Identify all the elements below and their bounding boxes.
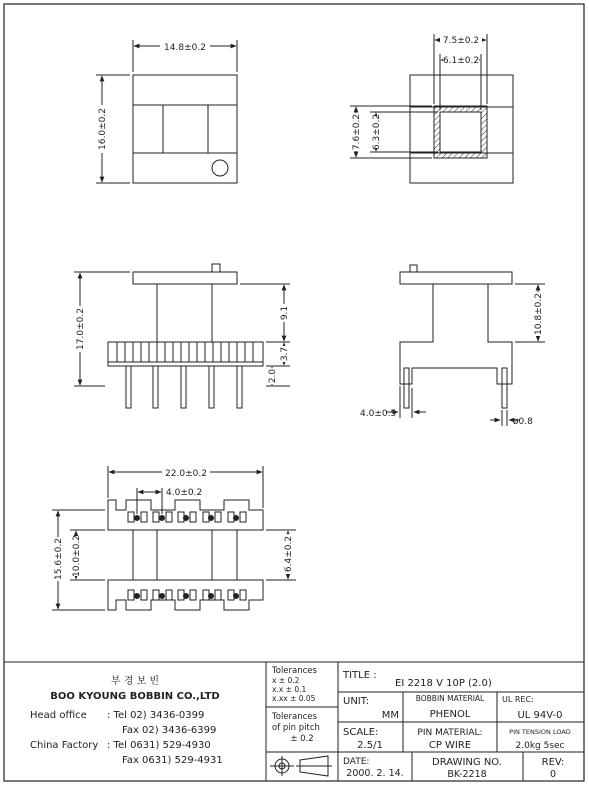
top-view-outline [133,75,237,183]
head-office-fax: Fax 02) 3436-6399 [122,725,217,736]
dim-pin-offset: 4.0±0.5 [360,409,397,419]
drawing-no-label: DRAWING NO. [432,757,502,768]
tolerance-row-3: x.xx ± 0.05 [272,694,316,703]
china-factory-fax: Fax 0631) 529-4931 [122,755,223,766]
drawing-no-value: BK-2218 [447,769,487,780]
bobbin-material-label: BOBBIN MATERIAL [415,694,485,703]
unit-label: UNIT: [343,696,370,707]
sheet-border [4,4,584,781]
side-view [74,264,290,408]
dim-top-width: 14.8±0.2 [164,43,206,53]
end-view [350,34,513,183]
dim-side-flange-gap: 9.1 [280,305,290,321]
dim-end-inner-height: 6.3±0.2 [372,113,382,151]
dim-pin-pitch: 4.0±0.2 [166,488,203,498]
title-value: EI 2218 V 10P (2.0) [395,678,492,689]
tolerance-row-1: x ± 0.2 [272,676,300,685]
right-pin [502,368,507,408]
date-value: 2000. 2. 14. [346,768,404,779]
side-pin [181,366,186,408]
dim-side-base: 3.7 [280,346,290,362]
dim-end-inner-width: 6.1±0.2 [442,56,480,66]
dim-side-height: 17.0±0.2 [76,308,86,350]
right-view [386,265,545,426]
core-window-inner [440,112,481,152]
unit-value: MM [381,710,399,721]
tolerance-row-2: x.x ± 0.1 [272,685,307,694]
side-pin [237,366,242,408]
scale-label: SCALE: [343,727,379,738]
pin-tension-label: PIN TENSION LOAD [509,728,571,736]
head-office-tel: : Tel 02) 3436-0399 [107,710,205,721]
rev-value: 0 [549,769,557,780]
dim-right-height: 10.8±0.2 [534,293,544,335]
company-name: BOO KYOUNG BOBBIN CO.,LTD [50,691,220,702]
bobbin-material-value: PHENOL [429,709,471,720]
pin1-mark-circle [212,160,228,176]
projection-symbol-icon [270,756,332,776]
dim-pin-diameter: ø0.8 [513,417,533,427]
title-label: TITLE : [343,670,377,681]
top-view [96,40,237,183]
dim-bottom-inner: 10.0±0.2 [72,535,82,577]
head-office-label: Head office [30,710,87,721]
dim-bottom-height: 15.6±0.2 [54,538,64,580]
side-pin [153,366,158,408]
side-pin [126,366,131,408]
dim-bottom-window: 6.4±0.2 [284,535,294,573]
date-label: DATE: [343,757,370,767]
dim-end-outer-width: 7.5±0.2 [442,36,480,46]
china-factory-label: China Factory [30,740,99,751]
ul-rec-value: UL 94V-0 [517,710,563,721]
tolerances-heading: Tolerances [272,666,317,676]
pin-material-value: CP WIRE [428,740,472,751]
dim-top-height: 16.0±0.2 [98,108,108,150]
right-pin [404,368,409,408]
china-factory-tel: : Tel 0631) 529-4930 [107,740,211,751]
side-top-flange [133,272,237,284]
right-view-body [400,272,512,384]
dim-bottom-width: 22.0±0.2 [165,469,207,479]
pitch-tolerance-line-1: Tolerances [272,712,317,722]
pin-tension-value: 2.0kg 5sec [515,741,565,751]
company-korean-name: 부 경 보 빈 [110,676,160,687]
pin-material-label: PIN MATERIAL: [417,728,483,738]
pitch-tolerance-line-2: of pin pitch [272,723,320,733]
rev-label: REV: [541,757,565,768]
side-pin [209,366,214,408]
pitch-tolerance-line-3: ± 0.2 [290,734,314,744]
dim-end-outer-height: 7.6±0.2 [352,113,362,151]
dim-pin-length: 2.0 [268,368,278,384]
ul-rec-label: UL REC: [502,695,534,704]
scale-value: 2.5/1 [357,740,383,751]
